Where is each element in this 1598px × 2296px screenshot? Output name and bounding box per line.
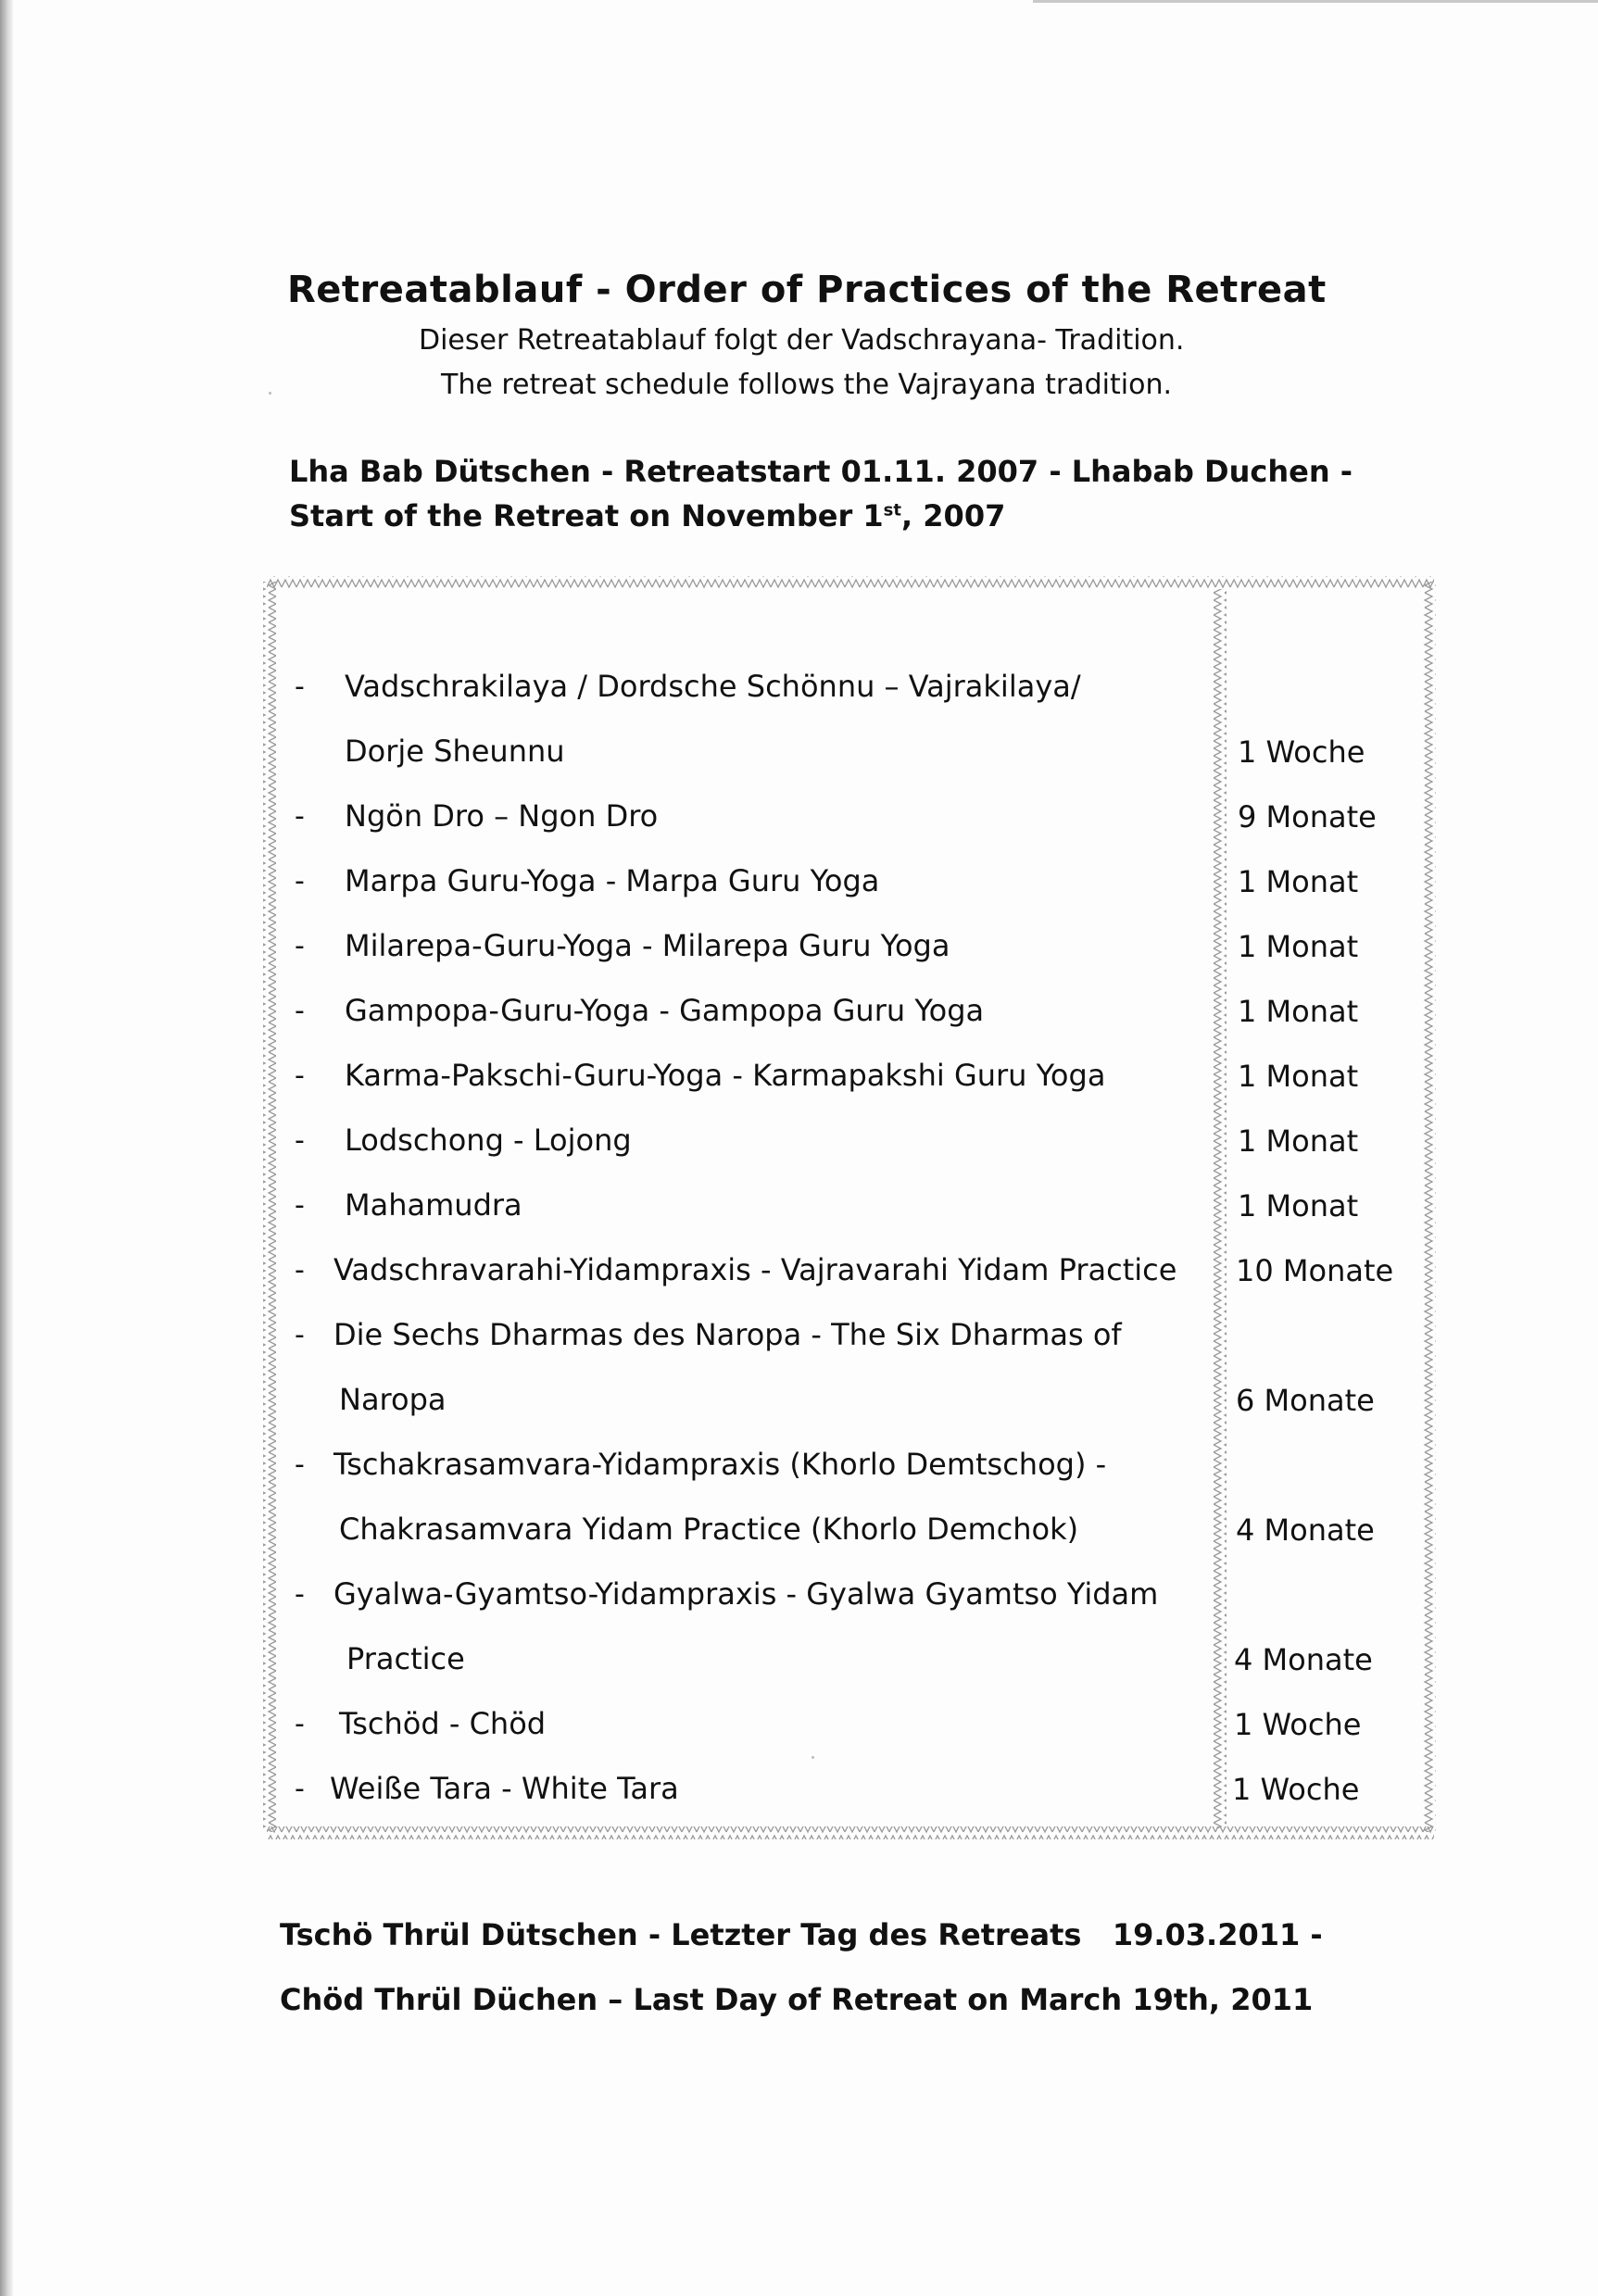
row-bullet: - [295, 995, 305, 1027]
row-bullet: - [295, 1060, 305, 1092]
row-bullet: - [295, 1449, 305, 1481]
duration-ngondro: 9 Monate [1238, 799, 1377, 834]
practice-gyalwa-gyamtso-line2: Practice [346, 1641, 465, 1676]
border-bottom [267, 1826, 1434, 1839]
duration-chod: 1 Woche [1234, 1707, 1362, 1742]
duration-white-tara: 1 Woche [1232, 1772, 1360, 1807]
border-top [267, 576, 1434, 589]
practice-white-tara: Weiße Tara - White Tara [330, 1771, 679, 1806]
border-left [263, 582, 276, 1832]
duration-six-dharmas: 6 Monate [1236, 1383, 1375, 1418]
duration-marpa: 1 Monat [1238, 864, 1359, 899]
retreat-start-line-1: Lha Bab Dütschen - Retreatstart 01.11. 2007 - Lhabab Duchen - [289, 454, 1353, 489]
practice-gyalwa-gyamtso-line1: Gyalwa-Gyamtso-Yidampraxis - Gyalwa Gyamtso Yidam [333, 1576, 1159, 1612]
practice-chakrasamvara-line1: Tschakrasamvara-Yidampraxis (Khorlo Demtschog) - [333, 1447, 1107, 1482]
retreat-start-line-2: Start of the Retreat on November 1st, 2007 [289, 498, 1006, 533]
practice-milarepa: Milarepa-Guru-Yoga - Milarepa Guru Yoga [345, 928, 950, 963]
practice-ngondro: Ngön Dro – Ngon Dro [345, 798, 659, 834]
row-bullet: - [295, 671, 305, 703]
row-bullet: - [295, 1708, 305, 1740]
practice-marpa: Marpa Guru-Yoga - Marpa Guru Yoga [345, 863, 880, 898]
duration-gampopa: 1 Monat [1238, 994, 1359, 1029]
row-bullet: - [295, 800, 305, 833]
duration-milarepa: 1 Monat [1238, 929, 1359, 964]
practice-karmapakshi: Karma-Pakschi-Guru-Yoga - Karmapakshi Guru Yoga [345, 1058, 1106, 1093]
retreat-end-line-1: Tschö Thrül Dütschen - Letzter Tag des Retreats 19.03.2011 - [280, 1917, 1323, 1952]
border-right [1423, 582, 1436, 1832]
row-bullet: - [295, 1124, 305, 1157]
row-bullet: - [295, 930, 305, 962]
row-bullet: - [295, 1254, 305, 1286]
practice-gampopa: Gampopa-Guru-Yoga - Gampopa Guru Yoga [345, 993, 985, 1028]
row-bullet: - [295, 1319, 305, 1351]
duration-karmapakshi: 1 Monat [1238, 1059, 1359, 1094]
duration-gyalwa-gyamtso: 4 Monate [1234, 1642, 1373, 1677]
duration-lojong: 1 Monat [1238, 1123, 1359, 1159]
practice-six-dharmas-line1: Die Sechs Dharmas des Naropa - The Six Dharmas of [333, 1317, 1122, 1352]
practice-mahamudra: Mahamudra [345, 1187, 522, 1223]
practice-vajrakilaya-line1: Vadschrakilaya / Dordsche Schönnu – Vajrakilaya/ [345, 669, 1081, 704]
practice-chod: Tschöd - Chöd [339, 1706, 547, 1741]
row-bullet: - [295, 865, 305, 897]
row-bullet: - [295, 1578, 305, 1611]
duration-chakrasamvara: 4 Monate [1236, 1512, 1375, 1548]
practice-vajravarahi: Vadschravarahi-Yidampraxis - Vajravarahi Yidam Practice [333, 1252, 1177, 1287]
subtitle-english: The retreat schedule follows the Vajrayana tradition. [441, 369, 1172, 401]
border-divider [1214, 589, 1227, 1828]
subtitle-german: Dieser Retreatablauf folgt der Vadschrayana- Tradition. [419, 324, 1185, 357]
duration-vajravarahi: 10 Monate [1236, 1253, 1394, 1288]
practice-vajrakilaya-line2: Dorje Sheunnu [345, 734, 565, 769]
duration-vajrakilaya: 1 Woche [1238, 734, 1365, 770]
practice-six-dharmas-line2: Naropa [339, 1382, 447, 1417]
page-title: Retreatablauf - Order of Practices of the Retreat [287, 269, 1327, 311]
row-bullet: - [295, 1773, 305, 1805]
retreat-end-line-2: Chöd Thrül Düchen – Last Day of Retreat on March 19th, 2011 [280, 1982, 1314, 2017]
practice-lojong: Lodschong - Lojong [345, 1123, 632, 1158]
duration-mahamudra: 1 Monat [1238, 1188, 1359, 1223]
row-bullet: - [295, 1189, 305, 1222]
practice-chakrasamvara-line2: Chakrasamvara Yidam Practice (Khorlo Demchok) [339, 1512, 1079, 1547]
